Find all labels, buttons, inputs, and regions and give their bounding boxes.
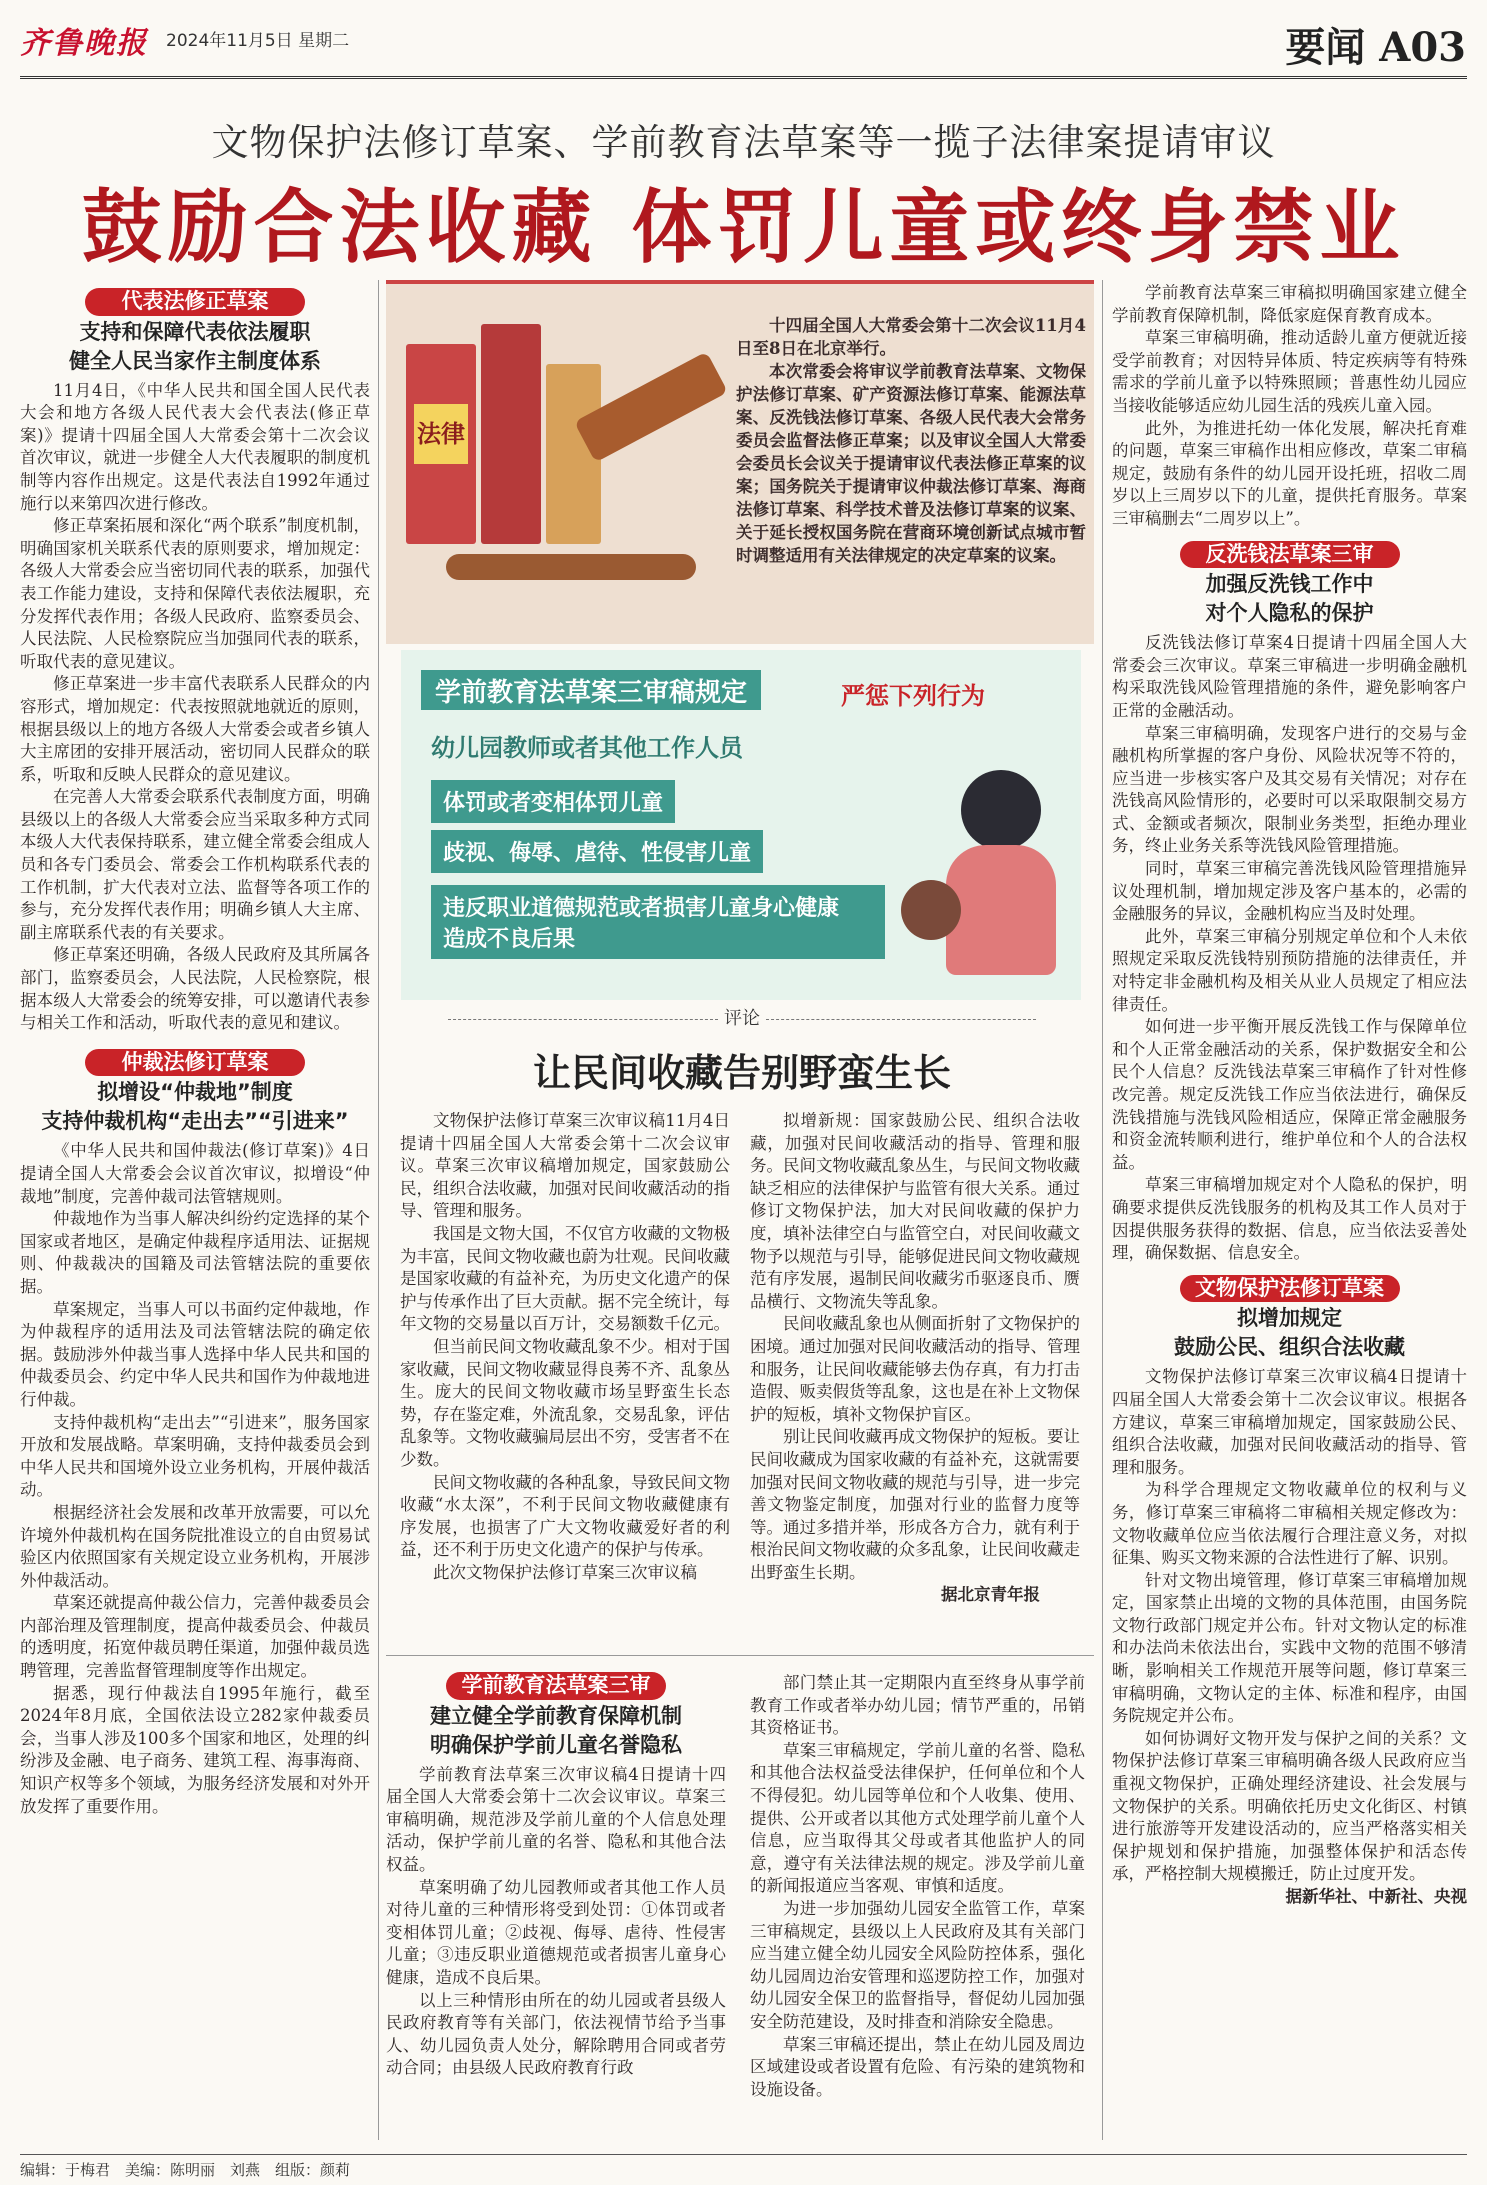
masthead-rule <box>20 76 1467 79</box>
paragraph: 草案规定，当事人可以书面约定仲裁地，作为仲裁程序的适用法及司法管辖法院的确定依据。鼓励涉外仲裁当事人选择中华人民共和国的仲裁委员会、约定中华人民共和国作为仲裁地进行仲裁。 <box>20 1299 370 1409</box>
rules-title: 学前教育法草案三审稿规定 <box>421 670 761 710</box>
comment-left-column: 文物保护法修订草案三次审议稿11月4日提请十四届全国人大常委会第十二次会议审议。草案三次审议稿增加规定，国家鼓励公民，组织合法收藏，加强对民间收藏活动的指导、管理和服务。 我国是文物大国，不仅官方收藏的文物极为丰富，民间文物收藏也蔚为壮观。民间收藏是国家收藏的有益补充，为历史文化遗产的保护与传承作出了巨大贡献。据不完全统计，每年文物的交易量以百万计，交易额数千亿元。 但当前民间文物收藏乱象不少。相对于国家收藏，民间文物收藏显得良莠不齐、乱象丛生。庞大的民间文物收藏市场呈野蛮生长态势，存在鉴定难，外流乱象，交易乱象，评估乱象等。文物收藏骗局层出不穷，受害者不在少数。 民间文物收藏的各种乱象，导致民间文物收藏“水太深”，不利于民间文物收藏健康有序发展，也损害了广大文物收藏爱好者的利益，还不利于历史文化遗产的保护与传承。 此次文物保护法修订草案三次审议稿 <box>400 1111 730 1582</box>
bottom-left-column: 学前教育法草案三审 建立健全学前教育保障机制 明确保护学前儿童名誉隐私 学前教育法草案三次审议稿4日提请十四届全国人大常委会第十二次会议审议。草案三审稿明确，规范涉及学前儿童的个人信息处理活动，保护学前儿童的名誉、隐私和其他合法权益。 草案明确了幼儿园教师或者其他工作人员对待儿童的三种情形将受到处罚：①体罚或者变相体罚儿童；②歧视、侮辱、虐待、性侵害儿童；③违反职业道德规范或者损害儿童身心健康，造成不良后果。 以上三种情形由所在的幼儿园或者县级人民政府教育等有关部门，依法视情节给予当事人、幼儿园负责人处分，解除聘用合同或者劳动合同；由县级人民政府教育行政 <box>386 1673 726 2078</box>
article-source: 据新华社、中新社、央视 <box>1285 1887 1467 1906</box>
section-tag: 仲裁法修订草案 <box>85 1049 305 1077</box>
paragraph: 仲裁地作为当事人解决纠纷约定选择的某个国家或者地区，是确定仲裁程序适用法、证据规则、仲裁裁决的国籍及司法管辖法院的重要依据。 <box>20 1209 370 1296</box>
paragraph: 《中华人民共和国仲裁法(修订草案)》4日提请全国人大常委会会议首次审议，拟增设“仲裁地”制度，完善仲裁司法管辖规则。 <box>20 1141 370 1206</box>
column-divider <box>1102 280 1103 2140</box>
comment-right-column: 拟增新规：国家鼓励公民、组织合法收藏，加强对民间收藏活动的指导、管理和服务。民间文物收藏乱象丛生，与民间文物收藏缺乏相应的法律保护与监管有很大关系。通过修订文物保护法，加大对民间收藏的保护力度，填补法律空白与监管空白，对民间收藏文物予以规范与引导，能够促进民间文物收藏规范有序发展，遏制民间收藏劣币驱逐良币、赝品横行、文物流失等乱象。 民间收藏乱象也从侧面折射了文物保护的困境。通过加强对民间收藏活动的指导、管理和服务，让民间收藏能够去伪存真，有力打击造假、贩卖假货等乱象，这也是在补上文物保护的短板，填补文物保护盲区。 别让民间收藏再成文物保护的短板。要让民间收藏成为国家收藏的有益补充，这就需要加强对民间文物收藏的规范与引导，进一步完善文物鉴定制度，加强对行业的监督力度等等。通过多措并举，形成各方合力，就有利于根治民间文物收藏的众多乱象，让民间收藏走出野蛮生长期。 据北京青年报 <box>750 1110 1080 1607</box>
section-divider <box>386 1655 1094 1656</box>
editor-credits: 编辑：于梅君 美编：陈明丽 刘燕 组版：颜莉 <box>20 2154 1467 2180</box>
rule-item: 体罚或者变相体罚儿童 <box>431 780 675 823</box>
teacher-illustration <box>961 770 1041 850</box>
rule-item: 违反职业道德规范或者损害儿童身心健康 造成不良后果 <box>431 885 885 959</box>
paragraph: 11月4日，《中华人民共和国全国人民代表大会和地方各级人民代表大会代表法(修正草案)》提请十四届全国人大常委会第十二次会议首次审议，就进一步健全人大代表履职的制度机制等内容作出规定。这是代表法自1992年通过施行以来第四次进行修改。 <box>20 380 370 513</box>
section-tag: 反洗钱法草案三审 <box>1180 541 1400 569</box>
meeting-info-box <box>386 280 1094 644</box>
paragraph: 在完善人大常委会联系代表制度方面，明确县级以上的各级人大常委会应当采取多种方式同本级人大代表保持联系，建立健全常委会组成人员和各专门委员会、常委会工作机构联系代表的工作机制，扩大代表对立法、监督等各项工作的参与，充分发挥代表作用；明确乡镇人大主席、副主席联系代表的有关要求。 <box>20 787 370 942</box>
masthead <box>20 14 1470 72</box>
article-subtitle: 建立健全学前教育保障机制 明确保护学前儿童名誉隐私 <box>430 1703 682 1757</box>
article-subtitle: 拟增设“仲裁地”制度 支持仲裁机构“走出去”“引进来” <box>41 1080 349 1134</box>
paragraph: 修正草案还明确，各级人民政府及其所属各部门，监察委员会，人民法院，人民检察院，根据本级人大常委会的统筹安排，可以邀请代表参与相关工作和活动，听取代表的意见和建议。 <box>20 945 370 1033</box>
newspaper-logo: 齐鲁晚报 <box>20 26 148 61</box>
bottom-right-column: 部门禁止其一定期限内直至终身从事学前教育工作或者举办幼儿园；情节严重的，吊销其资格证书。 草案三审稿规定，学前儿童的名誉、隐私和其他合法权益受法律保护，任何单位和个人不得侵犯。幼儿园等单位和个人收集、使用、提供、公开或者以其他方式处理学前儿童个人信息，应当取得其父母或者其他监护人的同意，遵守有关法律法规的规定。涉及学前儿童的新闻报道应当客观、审慎和适度。 为进一步加强幼儿园安全监管工作，草案三审稿规定，县级以上人民政府及其有关部门应当建立健全幼儿园安全风险防控体系，强化幼儿园周边治安管理和巡逻防控工作，加强对幼儿园安全保卫的监督指导，督促幼儿园加强安全防范建设，及时排查和消除安全隐患。 草案三审稿还提出，禁止在幼儿园及周边区域建设或者设置有危险、有污染的建筑物和设施设备。 <box>750 1673 1085 2099</box>
comment-header <box>392 1004 1092 1029</box>
comment-title: 让民间收藏告别野蛮生长 <box>532 1050 951 1095</box>
book-illustration <box>481 324 541 544</box>
article-subtitle: 加强反洗钱工作中 对个人隐私的保护 <box>1205 572 1374 626</box>
section-tag: 学前教育法草案三审 <box>446 1672 666 1700</box>
paragraph: 据悉，现行仲裁法自1995年施行，截至2024年8月底，全国依法设立282家仲裁委员会，当事人涉及100多个国家和地区，处理的纠纷涉及金融、电子商务、建筑工程、海事海商、知识产权等多个领域，为服务经济发展和对外开放发挥了重要作用。 <box>20 1683 370 1816</box>
column-left <box>20 288 370 1818</box>
rules-title-suffix: 严惩下列行为 <box>841 682 985 710</box>
paragraph: 草案还就提高仲裁公信力，完善仲裁委员会内部治理及管理制度，提高仲裁委员会、仲裁员的透明度，拓宽仲裁员聘任渠道，加强仲裁员选聘管理，完善监督管理制度等作出规定。 <box>20 1593 370 1681</box>
rules-subject: 幼儿园教师或者其他工作人员 <box>431 734 743 762</box>
headline: 鼓励合法收藏 体罚儿童或终身禁业 <box>81 180 1406 274</box>
section-label: 要闻 A03 <box>1285 24 1466 71</box>
paragraph: 修正草案进一步丰富代表联系人民群众的内容形式，增加规定：代表按照就地就近的原则，根据县级以上的地方各级人大常委会或者乡镇人大主席团的安排开展活动，密切同人民群众的联系，听取和反映人民群众的意见建议。 <box>20 674 370 784</box>
section-tag: 文物保护法修订草案 <box>1180 1275 1400 1303</box>
comment-source: 据北京青年报 <box>941 1585 1040 1605</box>
paragraph: 修正草案拓展和深化“两个联系”制度机制，明确国家机关联系代表的原则要求，增加规定：各级人大常委会应当密切同代表的联系，加强代表工作能力建设，支持和保障代表依法履职，充分发挥代表作用；各级人民政府、监察委员会、人民法院、人民检察院应当加强同代表的联系，听取代表的意见建议。 <box>20 516 370 671</box>
subheadline: 文物保护法修订草案、学前教育法草案等一揽子法律案提请审议 <box>211 121 1276 164</box>
section-tag: 代表法修正草案 <box>85 288 305 316</box>
meeting-notice: 十四届全国人大常委会第十二次会议11月4日至8日在北京举行。 本次常委会将审议学前教育法草案、文物保护法修订草案、矿产资源法修订草案、能源法草案、反洗钱法修订草案、各级人民代表大会常务委员会监督法修正草案；以及审议全国人大常委会委员长会议关于提请审议代表法修正草案的议案；国务院关于提请审议仲裁法修订草案、海商法修订草案、科学技术普及法修订草案的议案、关于延长授权国务院在营商环境创新试点城市暂时调整适用有关法律规定的决定草案的议案。 <box>736 316 1086 565</box>
issue-date: 2024年11月5日 星期二 <box>166 31 350 51</box>
paragraph: 支持仲裁机构“走出去”“引进来”，服务国家开放和发展战略。草案明确，支持仲裁委员会到中华人民共和国境外设立业务机构，开展仲裁活动。 <box>20 1412 370 1500</box>
column-divider <box>378 280 379 2140</box>
paragraph: 根据经济社会发展和改革开放需要，可以允许境外仲裁机构在国务院批准设立的自由贸易试验区内依照国家有关规定设立业务机构，开展涉外仲裁活动。 <box>20 1502 370 1590</box>
comment-label: 评论 <box>724 1008 760 1029</box>
teacher-body-illustration <box>946 845 1056 975</box>
child-illustration <box>901 880 961 940</box>
preschool-rules-box <box>401 650 1081 1000</box>
article-subtitle: 支持和保障代表依法履职 健全人民当家作主制度体系 <box>69 319 321 373</box>
article-subtitle: 拟增加规定 鼓励公民、组织合法收藏 <box>1174 1306 1405 1360</box>
rule-item: 歧视、侮辱、虐待、性侵害儿童 <box>431 830 763 873</box>
law-label: 法律 <box>414 404 468 464</box>
gavel-block <box>446 554 696 580</box>
column-right: 学前教育法草案三审稿拟明确国家建立健全学前教育保障机制，降低家庭保育教育成本。 草案三审稿明确，推动适龄儿童方便就近接受学前教育；对因特异体质、特定疾病等有特殊需求的学前儿童予以特殊照顾；普惠性幼儿园应当接收能够适应幼儿园生活的残疾儿童入园。 此外，为推进托幼一体化发展，解决托育难的问题，草案三审稿作出相应修改，草案二审稿规定，鼓励有条件的幼儿园开设托班，招收二周岁以上三周岁以下的儿童，提供托育服务。草案三审稿删去“二周岁以上”。 反洗钱法草案三审 加强反洗钱工作中 对个人隐私的保护 反洗钱法修订草案4日提请十四届全国人大常委会三次审议。草案三审稿进一步明确金融机构采取洗钱风险管理措施的条件，避免影响客户正常的金融活动。 草案三审稿明确，发现客户进行的交易与金融机构所掌握的客户身份、风险状况等不符的，应当进一步核实客户及其交易有关情况；对存在洗钱高风险情形的，必要时可以采取限制交易方式、金额或者频次，限制业务类型，拒绝办理业务，终止业务关系等洗钱风险管理措施。 同时，草案三审稿完善洗钱风险管理措施异议处理机制，增加规定涉及客户基本的，必需的金融服务的异议，金融机构应当及时处理。 此外，草案三审稿分别规定单位和个人未依照规定采取反洗钱特别预防措施的法律责任，并对特定非金融机构及相关从业人员规定了相应法律责任。 如何进一步平衡开展反洗钱工作与保障单位和个人正常金融活动的关系，保护数据安全和公民个人信息？反洗钱法草案三审稿作了针对性修改完善。规定反洗钱工作应当依法进行，确保反洗钱措施与洗钱风险相适应，保障正常金融服务和资金流转顺利进行，维护单位和个人的合法权益。 草案三审稿增加规定对个人隐私的保护，明确要求提供反洗钱服务的机构及其工作人员对于因提供服务获得的数据、信息，应当依法妥善处理，确保数据、信息安全。 文物保护法修订草案 拟增加规定 鼓励公民、组织合法收藏 文物保护法修订草案三次审议稿4日提请十四届全国人大常委会第十二次会议审议。根据各方建议，草案三审稿增加规定，国家鼓励公民、组织合法收藏，加强对民间收藏活动的指导、管理和服务。 为科学合理规定文物收藏单位的权利与义务，修订草案三审稿将二审稿相关规定修改为：文物收藏单位应当依法履行合理注意义务，对拟征集、购买文物来源的合法性进行了解、识别。 针对文物出境管理，修订草案三审稿增加规定，国家禁止出境的文物的具体范围，由国务院文物行政部门规定并公布。针对文物认定的标准和办法尚未依法出台，实践中文物的范围不够清晰，影响相关工作规范开展等问题，修订草案三审稿明确，文物认定的主体、标准和程序，由国务院规定并公布。 如何协调好文物开发与保护之间的关系？文物保护法修订草案三审稿明确各级人民政府应当重视文物保护，正确处理经济建设、社会发展与文物保护的关系。明确依托历史文化街区、村镇进行旅游等开发建设活动的，应当严格落实相关保护规划和保护措施，加强整体保护和活态传承，严格控制大规模搬迁，防止过度开发。 据新华社、中新社、央视 <box>1112 282 1467 1909</box>
